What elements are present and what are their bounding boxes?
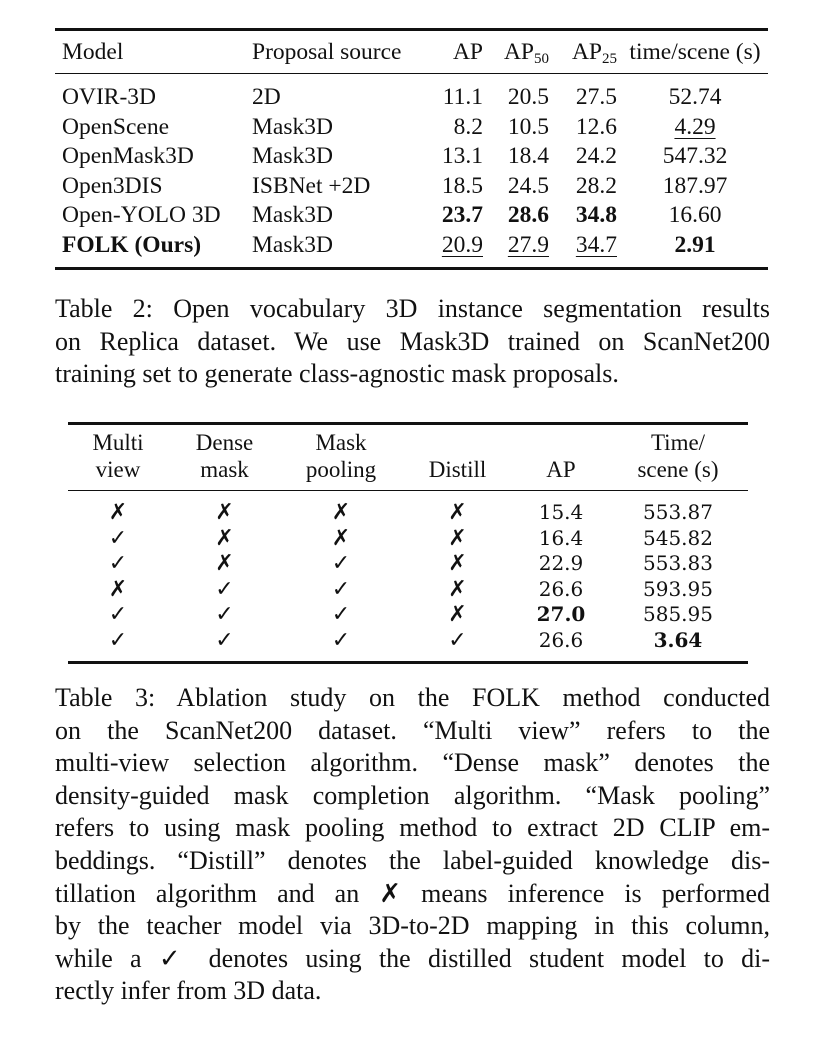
table-cell [62, 112, 169, 142]
table-cell [68, 499, 168, 526]
column-header [62, 37, 123, 67]
cell-value: 23.7 [441, 202, 483, 229]
table-cell [560, 200, 617, 230]
column-header [622, 37, 768, 67]
cell-value: 3.64 [653, 628, 703, 652]
table-cell [608, 550, 748, 577]
table-cell [62, 171, 163, 201]
table-cell [491, 200, 549, 230]
cell-value: 553.87 [643, 500, 713, 524]
caption-line: refers to using mask pooling method to extract 2D CLIP em- [55, 813, 770, 843]
column-header-subscript: 50 [534, 51, 549, 67]
cell-value: 26.6 [538, 576, 584, 601]
cell-value: 8.2 [453, 113, 483, 140]
check-icon: ✓ [331, 551, 351, 577]
table-cell [608, 499, 748, 526]
cell-value: 24.5 [507, 172, 549, 199]
cell-value: 12.6 [575, 113, 617, 140]
table-cell [252, 112, 333, 142]
column-header-label: Proposal source [252, 39, 402, 65]
cell-value: 27.5 [575, 84, 617, 110]
column-header [68, 429, 168, 483]
table-row [55, 141, 768, 171]
cell-value: FOLK (Ours) [62, 232, 202, 258]
table-cell [622, 171, 768, 201]
table-cell [560, 82, 617, 112]
table-cell [560, 141, 617, 171]
column-header-line: pooling [305, 457, 377, 482]
column-header [560, 37, 617, 67]
table-cell [560, 171, 617, 201]
cell-value: Open3DIS [62, 172, 163, 199]
check-icon: ✓ [331, 576, 351, 602]
table2-mid-rule [55, 73, 768, 74]
cross-icon: ✗ [331, 525, 351, 551]
column-header-label: Model [62, 39, 124, 65]
cross-icon: ✗ [448, 576, 467, 602]
cell-value: 547.32 [662, 143, 728, 170]
column-header-line: Distill [428, 457, 487, 482]
table-row [68, 601, 748, 627]
column-header [514, 429, 608, 483]
cell-value: Mask3D [252, 113, 333, 140]
cross-icon: ✗ [215, 500, 234, 525]
table-cell [401, 576, 514, 603]
table-cell [560, 230, 617, 260]
table-cell [608, 601, 748, 628]
table-cell [514, 550, 608, 577]
cell-value: 4.29 [674, 113, 716, 140]
cell-value: 16.4 [538, 525, 584, 550]
cell-value: 20.5 [507, 84, 549, 110]
table-cell [514, 576, 608, 603]
table-cell [491, 141, 549, 171]
caption-line: rectly infer from 3D data. [55, 976, 322, 1006]
cross-icon: ✗ [448, 525, 467, 551]
table-cell [425, 112, 483, 142]
cell-value: 52.74 [668, 84, 722, 110]
table-cell [491, 230, 549, 260]
cell-value: 187.97 [662, 172, 728, 199]
table-row [68, 576, 748, 602]
table-cell [514, 525, 608, 552]
table-cell [68, 576, 168, 603]
column-header-line: mask [200, 457, 249, 482]
check-icon: ✓ [108, 628, 128, 653]
table-cell [281, 499, 401, 526]
table-cell [491, 171, 549, 201]
table-cell [68, 550, 168, 577]
column-header-line: scene (s) [637, 457, 719, 482]
table-row [55, 171, 768, 201]
table3-mid-rule [68, 490, 748, 491]
cell-value: 34.8 [575, 202, 617, 229]
table2-top-rule [55, 28, 768, 31]
table-cell [514, 627, 608, 654]
table3-bottom-rule [68, 661, 748, 664]
table-cell [401, 627, 514, 654]
table3-caption [55, 682, 770, 1008]
check-icon: ✓ [331, 602, 351, 628]
table-cell [491, 112, 549, 142]
cell-value: 27.0 [536, 602, 586, 627]
table-cell [401, 550, 514, 577]
column-header-line: view [95, 457, 141, 482]
cell-value: 28.2 [575, 172, 617, 199]
cross-icon: ✗ [448, 500, 467, 525]
table-cell [425, 230, 483, 260]
column-header [252, 37, 401, 67]
cell-value: 11.1 [442, 84, 483, 110]
table-cell [622, 112, 768, 142]
check-icon: ✓ [108, 551, 128, 577]
cell-value: OpenScene [62, 113, 170, 140]
cell-value: 585.95 [643, 602, 713, 627]
table-cell [608, 525, 748, 552]
table-cell [514, 601, 608, 628]
table-row [68, 627, 748, 653]
cell-value: 34.7 [575, 232, 617, 258]
table-cell [168, 576, 281, 603]
table-cell [281, 550, 401, 577]
cell-value: 18.4 [507, 143, 549, 170]
column-header [168, 429, 281, 483]
check-icon: ✓ [108, 525, 128, 551]
table-cell [622, 141, 768, 171]
table-cell [168, 550, 281, 577]
table-cell [622, 200, 768, 230]
caption-line: density-guided mask completion algorithm. “Mask pooling” [55, 780, 770, 810]
table-row [55, 82, 768, 112]
table-cell [560, 112, 617, 142]
cell-value: 22.9 [538, 551, 584, 576]
column-header [608, 429, 748, 483]
column-header-line: AP [546, 457, 576, 482]
table-cell [425, 171, 483, 201]
caption-line: while a ✓ denotes using the distilled student model to di- [55, 943, 770, 973]
table-cell [281, 525, 401, 552]
table-cell [622, 230, 768, 260]
table-row [68, 550, 748, 576]
cross-icon: ✗ [448, 551, 467, 577]
cell-value: Open-YOLO 3D [62, 202, 221, 229]
cell-value: 20.9 [441, 232, 483, 258]
cell-value: 553.83 [643, 551, 713, 576]
caption-line: on the ScanNet200 dataset. “Multi view” refers to the [55, 715, 770, 745]
column-header [491, 37, 549, 67]
column-header-line [401, 429, 514, 456]
cell-value: 28.6 [507, 202, 549, 229]
table-row [55, 230, 768, 260]
cross-icon: ✗ [108, 500, 128, 525]
column-header-label: time/scene (s) [629, 39, 761, 65]
cell-value: Mask3D [252, 143, 333, 170]
check-icon: ✓ [108, 602, 128, 628]
table-cell [401, 601, 514, 628]
table-cell [281, 601, 401, 628]
table-cell [608, 576, 748, 603]
caption-line: training set to generate class-agnostic mask proposals. [55, 359, 619, 389]
cross-icon: ✗ [331, 500, 351, 525]
table-row [68, 499, 748, 525]
table-cell [608, 627, 748, 654]
check-icon: ✓ [331, 628, 351, 653]
cell-value: OVIR-3D [62, 84, 156, 110]
cell-value: 2D [252, 84, 281, 110]
table-cell [62, 82, 156, 112]
cross-icon: ✗ [448, 602, 467, 628]
table-cell [281, 627, 401, 654]
cell-value: 593.95 [643, 576, 713, 601]
column-header-line: Multi [92, 430, 144, 455]
table-cell [425, 200, 483, 230]
table-cell [68, 601, 168, 628]
cell-value: 26.6 [538, 628, 584, 652]
check-icon: ✓ [215, 576, 234, 602]
cell-value: Mask3D [252, 202, 333, 229]
table3-top-rule [68, 422, 748, 425]
column-header-subscript: 25 [602, 51, 617, 67]
table-cell [68, 525, 168, 552]
cell-value: 545.82 [643, 525, 713, 550]
cell-value: 16.60 [668, 202, 722, 229]
column-header [401, 429, 514, 483]
table-cell [62, 200, 221, 230]
cell-value: Mask3D [252, 232, 333, 258]
caption-line: Table 3: Ablation study on the FOLK method conducted [55, 683, 770, 712]
caption-line: Table 2: Open vocabulary 3D instance segmentation results [55, 294, 770, 323]
column-header-line: Dense [195, 430, 254, 455]
column-header [425, 37, 483, 67]
table2-header-row [55, 37, 768, 67]
table-cell [252, 141, 333, 171]
cell-value: 27.9 [507, 232, 549, 258]
table-cell [281, 576, 401, 603]
table-cell [425, 82, 483, 112]
caption-line: beddings. “Distill” denotes the label-guided knowledge dis- [55, 845, 770, 875]
cell-value: 15.4 [538, 500, 584, 524]
cell-value: 10.5 [507, 113, 549, 140]
cell-value: ISBNet +2D [252, 172, 371, 199]
table-row [68, 525, 748, 551]
cell-value: OpenMask3D [62, 143, 194, 170]
table-cell [168, 627, 281, 654]
cross-icon: ✗ [108, 576, 128, 602]
column-header-label: AP [452, 39, 483, 65]
cell-value: 2.91 [674, 232, 716, 258]
column-header-label: AP [571, 39, 602, 65]
column-header-line: Mask [315, 430, 367, 455]
column-header-line [514, 429, 608, 456]
check-icon: ✓ [215, 628, 234, 653]
table-cell [62, 230, 201, 260]
table-cell [401, 525, 514, 552]
table2-bottom-rule [55, 267, 768, 270]
caption-line: by the teacher model via 3D-to-2D mapping in this column, [55, 911, 770, 941]
table2-caption [55, 293, 770, 391]
caption-line: on Replica dataset. We use Mask3D trained on ScanNet200 [55, 326, 770, 356]
table-cell [514, 499, 608, 526]
table-cell [252, 171, 370, 201]
check-icon: ✓ [215, 602, 234, 628]
table-cell [491, 82, 549, 112]
column-header-line: Time/ [650, 430, 706, 455]
table-row [55, 200, 768, 230]
table-cell [252, 200, 333, 230]
table-cell [425, 141, 483, 171]
table-cell [168, 601, 281, 628]
table-cell [622, 82, 768, 112]
cross-icon: ✗ [215, 525, 234, 551]
cell-value: 24.2 [575, 143, 617, 170]
table-cell [168, 499, 281, 526]
table-cell [62, 141, 194, 171]
table-row [55, 112, 768, 142]
table-cell [68, 627, 168, 654]
caption-line: multi-view selection algorithm. “Dense mask” denotes the [55, 748, 770, 778]
cross-icon: ✗ [215, 551, 234, 577]
table-cell [252, 230, 333, 260]
check-icon: ✓ [448, 628, 467, 653]
table-cell [401, 499, 514, 526]
cell-value: 13.1 [441, 143, 483, 170]
table-cell [168, 525, 281, 552]
column-header-label: AP [503, 39, 534, 65]
caption-line: tillation algorithm and an ✗ means inference is performed [55, 878, 770, 908]
cell-value: 18.5 [441, 172, 483, 199]
table-cell [252, 82, 281, 112]
column-header [281, 429, 401, 483]
